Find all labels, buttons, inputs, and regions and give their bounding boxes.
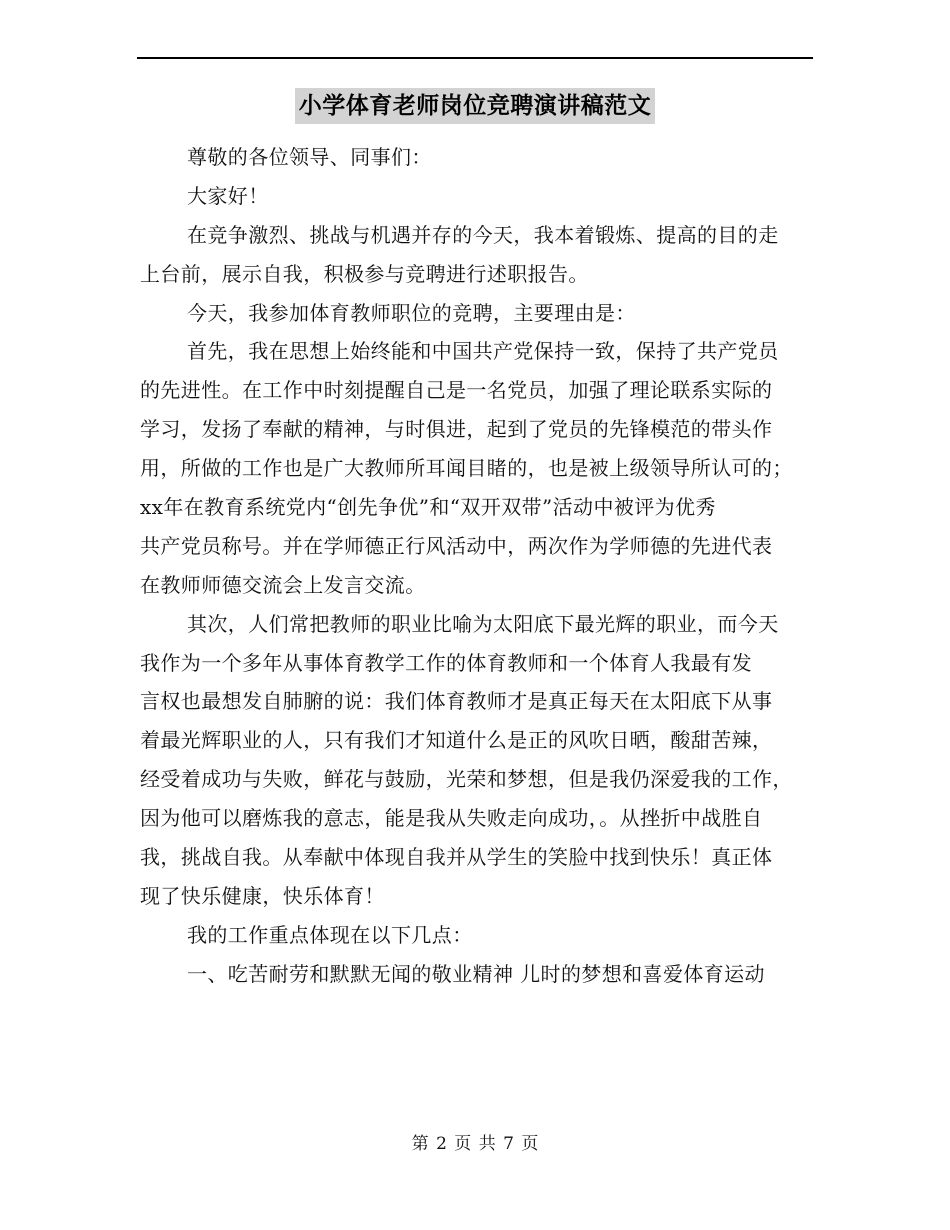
text-line: 首先，我在思想上始终能和中国共产党保持一致，保持了共产党员 [187, 339, 779, 364]
text-line: 经受着成功与失败，鲜花与鼓励，光荣和梦想，但是我仍深爱我的工作， [140, 767, 793, 792]
text-line: 我的工作重点体现在以下几点： [187, 922, 473, 947]
text-line: 其次，人们常把教师的职业比喻为太阳底下最光辉的职业，而今天 [187, 611, 779, 636]
text-line: xx年在教育系统党内“创先争优”和“双开双带”活动中被评为优秀 [140, 495, 716, 520]
text-line: 言权也最想发自肺腑的说：我们体育教师才是真正每天在太阳底下从事 [140, 689, 773, 714]
text-line: 一、吃苦耐劳和默默无闻的敬业精神 儿时的梦想和喜爱体育运动 [187, 961, 765, 986]
text-line: 我，挑战自我。从奉献中体现自我并从学生的笑脸中找到快乐！真正体 [140, 845, 773, 870]
text-line: 上台前，展示自我，积极参与竞聘进行述职报告。 [140, 261, 589, 286]
text-line: 今天，我参加体育教师职位的竞聘，主要理由是： [187, 300, 636, 325]
text-line: 着最光辉职业的人，只有我们才知道什么是正的风吹日晒，酸甜苦辣， [140, 728, 773, 753]
document-title: 小学体育老师岗位竞聘演讲稿范文 [295, 88, 656, 124]
page-footer: 第 2 页 共 7 页 [411, 1134, 539, 1154]
text-line: 现了快乐健康，快乐体育！ [140, 883, 385, 908]
document-body [140, 138, 820, 994]
text-line: 因为他可以磨炼我的意志，能是我从失败走向成功，。从挫折中战胜自 [140, 806, 763, 831]
text-line: 用，所做的工作也是广大教师所耳闻目睹的，也是被上级领导所认可的； [140, 456, 793, 481]
text-line: 在竞争激烈、挑战与机遇并存的今天，我本着锻炼、提高的目的走 [187, 222, 779, 247]
title-container [0, 88, 950, 124]
text-line: 的先进性。在工作中时刻提醒自己是一名党员，加强了理论联系实际的 [140, 378, 773, 403]
text-line: 大家好！ [187, 183, 269, 208]
header-rule [137, 57, 813, 59]
text-line: 我作为一个多年从事体育教学工作的体育教师和一个体育人我最有发 [140, 650, 752, 675]
text-line: 在教师师德交流会上发言交流。 [140, 572, 426, 597]
text-line: 共产党员称号。并在学师德正行风活动中，两次作为学师德的先进代表 [140, 533, 773, 558]
text-line: 尊敬的各位领导、同事们： [187, 145, 432, 169]
text-line: 学习，发扬了奉献的精神，与时俱进，起到了党员的先锋模范的带头作 [140, 417, 773, 442]
